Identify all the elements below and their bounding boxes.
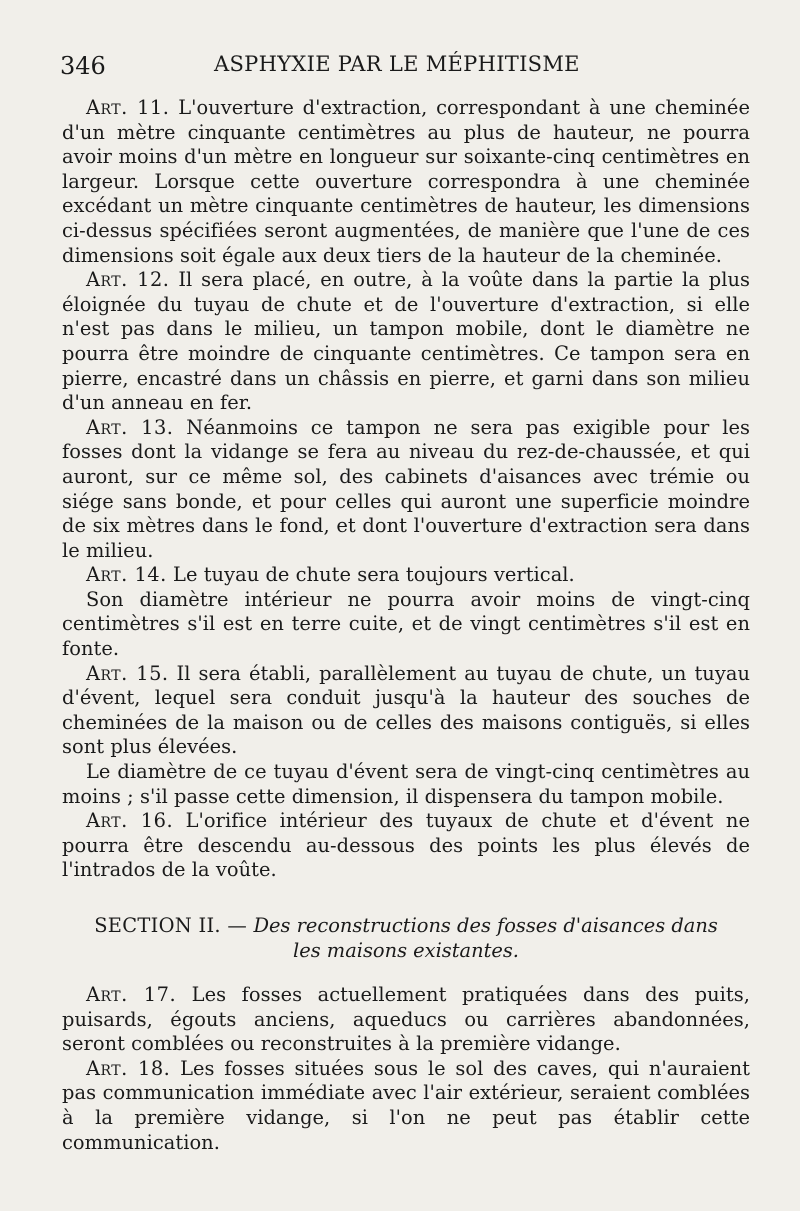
article-16 (62, 809, 750, 883)
article-label: Art. 13. (86, 415, 174, 439)
article-text: Le tuyau de chute sera toujours vertical. (166, 563, 575, 587)
article-text: Il sera établi, parallèlement au tuyau de chute, un tuyau d'évent, lequel sera conduit jusqu'à la hauteur des souches de cheminées de la maison ou de celles des maisons contiguës, si elles sont plus élevées. (62, 661, 750, 759)
running-title: ASPHYXIE PAR LE MÉPHITISME (214, 52, 580, 76)
article-label: Art. 12. (86, 268, 170, 292)
article-label: Art. 15. (86, 661, 169, 685)
article-14 (62, 563, 750, 588)
article-text: Les fosses situées sous le sol des caves, qui n'auraient pas communication immédiate avec l'air extérieur, seraient comblées à la première vidange, si l'on ne peut pas établir cette communication. (62, 1056, 750, 1154)
article-14-continued (62, 588, 750, 662)
article-label: Art. 11. (86, 96, 170, 119)
article-12 (62, 268, 750, 416)
page-header (62, 52, 750, 88)
page-number: 346 (60, 52, 106, 80)
section-title-line-1: Des reconstructions des fosses d'aisances dans (253, 914, 718, 937)
articles-bottom (62, 983, 750, 1155)
article-15-continued (62, 760, 750, 809)
articles-top (62, 96, 750, 883)
article-text: Le diamètre de ce tuyau d'évent sera de vingt-cinq centimètres au moins ; s'il passe cette dimension, il dispensera du tampon mobile. (62, 760, 750, 808)
article-text: Son diamètre intérieur ne pourra avoir moins de vingt-cinq centimètres s'il est en terre cuite, et de vingt centimètres s'il est en fonte. (62, 587, 750, 661)
article-label: Art. 14. (86, 563, 167, 587)
article-label: Art. 16. (86, 809, 174, 833)
page (62, 52, 750, 1155)
article-13 (62, 416, 750, 564)
article-label: Art. 18. (86, 1056, 171, 1080)
section-label: SECTION II. — (94, 914, 254, 937)
section-heading (62, 913, 750, 963)
article-11 (62, 96, 750, 268)
article-label: Art. 17. (86, 983, 177, 1006)
section-heading-line-1 (62, 913, 750, 938)
article-text: Les fosses actuellement pratiquées dans des puits, puisards, égouts anciens, aqueducs ou carrières abandonnées, seront comblées ou reconstruites à la première vidange. (62, 983, 750, 1056)
article-text: Néanmoins ce tampon ne sera pas exigible pour les fosses dont la vidange se fera au niveau du rez-de-chaussée, et qui auront, sur ce même sol, des cabinets d'aisances avec trémie ou siége sans bonde, et pour celles qui auront une superficie moindre de six mètres dans le fond, et dont l'ouverture d'extraction sera dans le milieu. (62, 415, 750, 562)
article-text: Il sera placé, en outre, à la voûte dans la partie la plus éloignée du tuyau de chute et de l'ouverture d'extraction, si elle n'est pas dans le milieu, un tampon mobile, dont le diamètre ne pourra être moindre de cinquante centimètres. Ce tampon sera en pierre, encastré dans un châssis en pierre, et garni dans son milieu d'un anneau en fer. (62, 268, 750, 415)
section-title-line-2: les maisons existantes. (293, 939, 519, 962)
article-18 (62, 1057, 750, 1155)
article-text: L'ouverture d'extraction, correspondant à une cheminée d'un mètre cinquante centimètres au plus de hauteur, ne pourra avoir moins d'un mètre en longueur sur soixante-cinq centimètres en largeur. Lorsque cette ouverture correspondra à une cheminée excédant un mètre cinquante centimètres de hauteur, les dimensions ci-dessus spécifiées seront augmentées, de manière que l'une de ces dimensions soit égale aux deux tiers de la hauteur de la cheminée. (62, 96, 750, 267)
article-17 (62, 983, 750, 1057)
article-15 (62, 662, 750, 760)
article-text: L'orifice intérieur des tuyaux de chute et d'évent ne pourra être descendu au-dessous des points les plus élevés de l'intrados de la voûte. (62, 809, 750, 882)
